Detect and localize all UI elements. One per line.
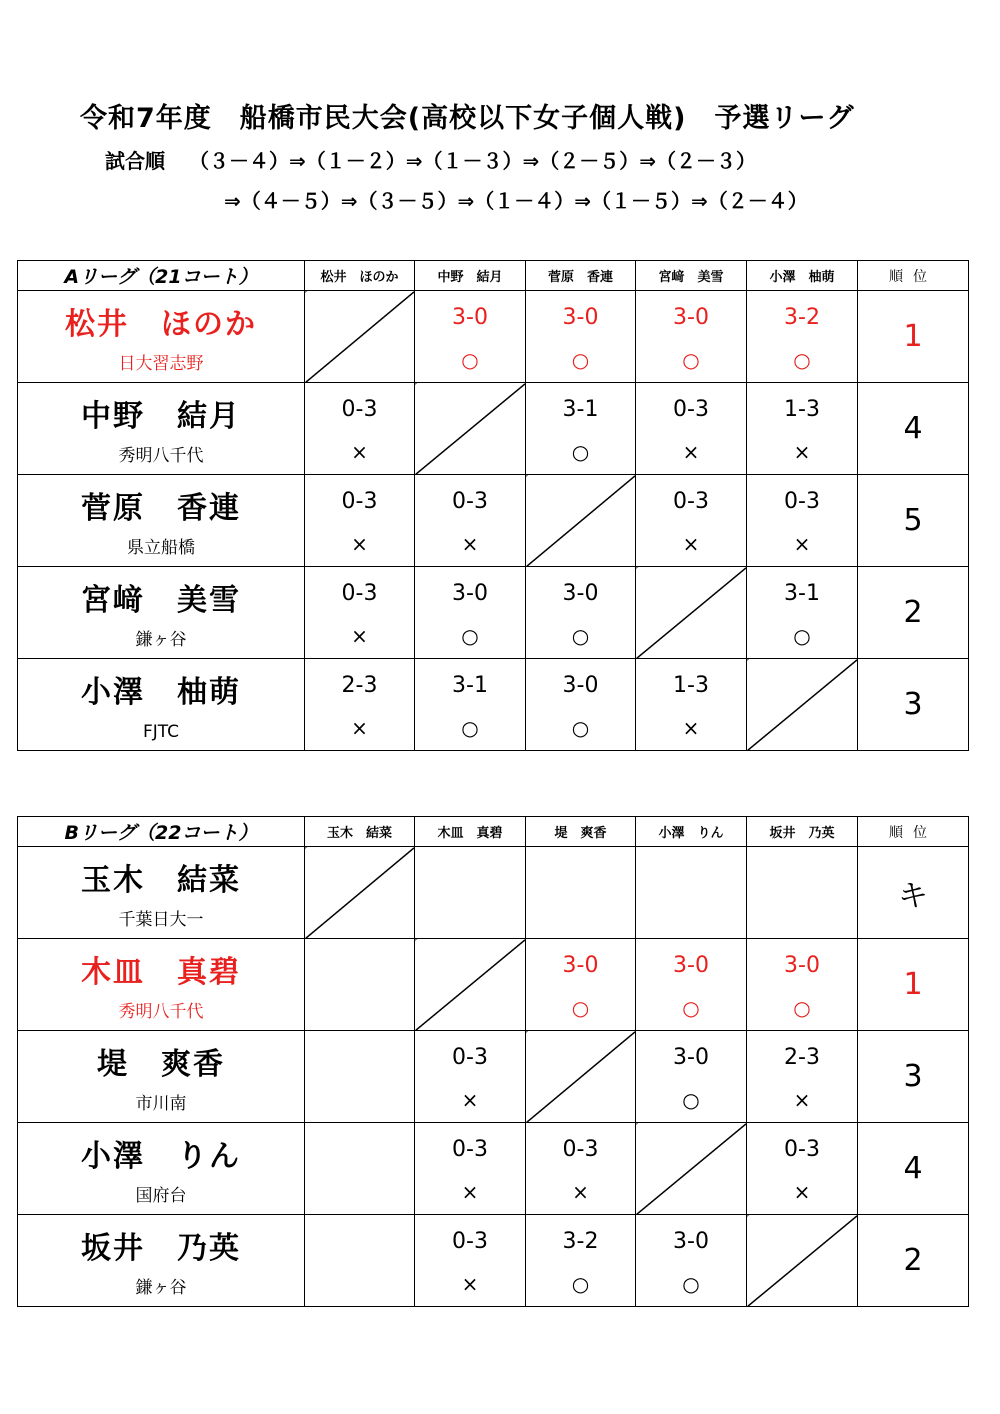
- match-score: 0-3: [673, 397, 709, 422]
- win-loss-mark: ×: [793, 532, 811, 556]
- result-cell: [636, 847, 747, 939]
- player-school: 千葉日大一: [118, 910, 204, 930]
- result-cell: [636, 383, 747, 475]
- self-match-cell: [305, 847, 415, 939]
- player-row: [18, 1215, 969, 1307]
- player-school: 秀明八千代: [118, 446, 204, 466]
- match-score: 3-0: [452, 305, 488, 330]
- win-loss-mark: ○: [571, 996, 590, 1020]
- header-row: [18, 817, 969, 847]
- result-cell: [305, 939, 415, 1031]
- player-cell: [18, 847, 305, 939]
- match-order-label: 試合順: [105, 149, 165, 173]
- match-score: 3-0: [562, 305, 599, 330]
- win-loss-mark: ×: [351, 624, 368, 648]
- result-cell: [747, 1123, 858, 1215]
- player-cell: [18, 1031, 305, 1123]
- match-score: 3-2: [784, 305, 820, 330]
- match-score: 3-0: [562, 953, 599, 978]
- match-order-line-2: ⇒（４－５）⇒（３－５）⇒（１－４）⇒（１－５）⇒（２－４）: [224, 189, 808, 213]
- result-cell: [305, 1215, 415, 1307]
- match-score: 3-1: [452, 673, 488, 698]
- self-match-cell: [305, 291, 415, 383]
- self-match-cell: [415, 939, 526, 1031]
- win-loss-mark: ○: [793, 996, 811, 1020]
- player-name: 菅原 香連: [81, 491, 241, 526]
- player-row: [18, 1123, 969, 1215]
- win-loss-mark: ○: [571, 1272, 590, 1296]
- player-cell: [18, 1215, 305, 1307]
- match-score: 3-0: [673, 1045, 709, 1070]
- result-cell: [747, 291, 858, 383]
- result-cell: [415, 1123, 526, 1215]
- column-header-player: 小澤 りん: [636, 817, 747, 847]
- match-score: 3-2: [562, 1229, 599, 1254]
- win-loss-mark: ×: [461, 1088, 479, 1112]
- player-name: 堤 爽香: [97, 1047, 225, 1082]
- player-name: 松井 ほのか: [65, 307, 257, 342]
- match-order-text-1: （３－４）⇒（１－２）⇒（１－３）⇒（２－５）⇒（２－３）: [189, 149, 757, 173]
- match-score: 0-3: [784, 1137, 820, 1162]
- result-cell: [526, 1123, 636, 1215]
- win-loss-mark: ○: [461, 348, 479, 372]
- win-loss-mark: ×: [351, 716, 368, 740]
- player-cell: [18, 1123, 305, 1215]
- rank-header: 順位: [858, 261, 969, 291]
- page-title: 令和7年度 船橋市民大会(高校以下女子個人戦) 予選リーグ: [80, 103, 855, 134]
- win-loss-mark: ×: [461, 1180, 479, 1204]
- match-score: 3-1: [562, 397, 599, 422]
- self-match-cell: [526, 1031, 636, 1123]
- result-cell: [415, 567, 526, 659]
- player-cell: [18, 383, 305, 475]
- header-row: [18, 261, 969, 291]
- player-row: [18, 847, 969, 939]
- win-loss-mark: ○: [682, 1272, 700, 1296]
- column-header-player: 宮﨑 美雪: [636, 261, 747, 291]
- player-cell: [18, 291, 305, 383]
- result-cell: [747, 1031, 858, 1123]
- result-cell: [636, 659, 747, 751]
- result-cell: [526, 659, 636, 751]
- result-cell: [415, 475, 526, 567]
- rank-cell: 3: [858, 659, 969, 751]
- result-cell: [415, 1031, 526, 1123]
- match-score: 3-0: [673, 305, 709, 330]
- result-cell: [747, 383, 858, 475]
- match-score: 3-1: [784, 581, 820, 606]
- match-score: 1-3: [673, 673, 709, 698]
- win-loss-mark: ○: [793, 624, 811, 648]
- self-match-cell: [747, 659, 858, 751]
- column-header-player: 坂井 乃英: [747, 817, 858, 847]
- result-cell: [415, 291, 526, 383]
- result-cell: [636, 1031, 747, 1123]
- self-match-cell: [526, 475, 636, 567]
- self-match-cell: [747, 1215, 858, 1307]
- player-cell: [18, 659, 305, 751]
- column-header-player: 木皿 真碧: [415, 817, 526, 847]
- win-loss-mark: ×: [572, 1180, 589, 1204]
- result-cell: [415, 1215, 526, 1307]
- league-name: Aリーグ（21コート）: [18, 261, 305, 291]
- match-score: 0-3: [341, 489, 378, 514]
- match-score: 2-3: [784, 1045, 820, 1070]
- match-score: 3-0: [562, 673, 599, 698]
- column-header-player: 堤 爽香: [526, 817, 636, 847]
- player-row: [18, 383, 969, 475]
- player-school: 日大習志野: [118, 354, 204, 374]
- rank-cell: 1: [858, 939, 969, 1031]
- result-cell: [747, 567, 858, 659]
- player-row: [18, 567, 969, 659]
- win-loss-mark: ×: [461, 1272, 479, 1296]
- player-cell: [18, 475, 305, 567]
- player-row: [18, 659, 969, 751]
- player-school: 鎌ヶ谷: [135, 1278, 187, 1298]
- rank-cell: 2: [858, 567, 969, 659]
- win-loss-mark: ×: [682, 716, 700, 740]
- result-cell: [526, 939, 636, 1031]
- rank-cell: 5: [858, 475, 969, 567]
- self-match-cell: [636, 567, 747, 659]
- rank-cell: 3: [858, 1031, 969, 1123]
- result-cell: [526, 567, 636, 659]
- match-score: 0-3: [673, 489, 709, 514]
- rank-cell: キ: [858, 847, 969, 939]
- rank-cell: 4: [858, 1123, 969, 1215]
- player-name: 小澤 柚萌: [81, 675, 241, 710]
- win-loss-mark: ○: [571, 348, 590, 372]
- match-score: 0-3: [452, 1045, 488, 1070]
- result-cell: [747, 475, 858, 567]
- player-cell: [18, 939, 305, 1031]
- win-loss-mark: ○: [682, 348, 700, 372]
- win-loss-mark: ○: [461, 624, 479, 648]
- result-cell: [747, 847, 858, 939]
- match-score: 3-0: [673, 953, 709, 978]
- player-name: 宮﨑 美雪: [81, 583, 241, 618]
- match-score: 1-3: [784, 397, 820, 422]
- player-school: FJTC: [142, 722, 180, 742]
- result-cell: [415, 659, 526, 751]
- win-loss-mark: ○: [793, 348, 811, 372]
- rank-header: 順位: [858, 817, 969, 847]
- match-score: 2-3: [341, 673, 378, 698]
- result-cell: [526, 847, 636, 939]
- player-name: 小澤 りん: [81, 1139, 241, 1174]
- self-match-cell: [636, 1123, 747, 1215]
- player-school: 秀明八千代: [118, 1002, 204, 1022]
- result-cell: [305, 567, 415, 659]
- win-loss-mark: ×: [461, 532, 479, 556]
- match-score: 0-3: [784, 489, 820, 514]
- player-row: [18, 939, 969, 1031]
- result-cell: [305, 1123, 415, 1215]
- player-row: [18, 475, 969, 567]
- rank-cell: 2: [858, 1215, 969, 1307]
- player-name: 木皿 真碧: [81, 955, 241, 990]
- match-score: 0-3: [452, 489, 488, 514]
- result-cell: [636, 1215, 747, 1307]
- match-score: 0-3: [562, 1137, 599, 1162]
- column-header-player: 中野 結月: [415, 261, 526, 291]
- column-header-player: 松井 ほのか: [305, 261, 415, 291]
- result-cell: [636, 291, 747, 383]
- player-name: 玉木 結菜: [81, 863, 241, 898]
- player-cell: [18, 567, 305, 659]
- player-school: 県立船橋: [127, 538, 195, 558]
- win-loss-mark: ×: [682, 532, 700, 556]
- win-loss-mark: ×: [793, 440, 811, 464]
- result-cell: [636, 475, 747, 567]
- match-score: 0-3: [341, 397, 378, 422]
- player-name: 中野 結月: [81, 399, 241, 434]
- result-cell: [305, 383, 415, 475]
- win-loss-mark: ○: [682, 996, 700, 1020]
- league-a-table: [17, 260, 969, 751]
- result-cell: [747, 939, 858, 1031]
- result-cell: [305, 1031, 415, 1123]
- win-loss-mark: ×: [793, 1180, 811, 1204]
- match-score: 3-0: [784, 953, 820, 978]
- player-row: [18, 1031, 969, 1123]
- league-b-table: [17, 816, 969, 1307]
- result-cell: [305, 659, 415, 751]
- match-score: 3-0: [452, 581, 488, 606]
- self-match-cell: [415, 383, 526, 475]
- result-cell: [305, 475, 415, 567]
- win-loss-mark: ×: [793, 1088, 811, 1112]
- win-loss-mark: ○: [682, 1088, 700, 1112]
- win-loss-mark: ○: [461, 716, 479, 740]
- result-cell: [526, 383, 636, 475]
- player-school: 市川南: [135, 1094, 187, 1114]
- player-school: 鎌ヶ谷: [135, 630, 187, 650]
- player-name: 坂井 乃英: [81, 1231, 241, 1266]
- result-cell: [526, 1215, 636, 1307]
- win-loss-mark: ○: [571, 716, 590, 740]
- column-header-player: 菅原 香連: [526, 261, 636, 291]
- column-header-player: 玉木 結菜: [305, 817, 415, 847]
- match-score: 0-3: [452, 1229, 488, 1254]
- win-loss-mark: ○: [571, 624, 590, 648]
- rank-cell: 4: [858, 383, 969, 475]
- rank-cell: 1: [858, 291, 969, 383]
- result-cell: [636, 939, 747, 1031]
- win-loss-mark: ×: [351, 440, 368, 464]
- match-order-line-1: [105, 145, 756, 174]
- match-score: 3-0: [673, 1229, 709, 1254]
- match-score: 0-3: [452, 1137, 488, 1162]
- result-cell: [526, 291, 636, 383]
- win-loss-mark: ○: [571, 440, 590, 464]
- league-name: Bリーグ（22コート）: [18, 817, 305, 847]
- result-cell: [415, 847, 526, 939]
- column-header-player: 小澤 柚萌: [747, 261, 858, 291]
- player-school: 国府台: [135, 1186, 187, 1206]
- player-row: [18, 291, 969, 383]
- match-score: 3-0: [562, 581, 599, 606]
- match-score: 0-3: [341, 581, 378, 606]
- win-loss-mark: ×: [351, 532, 368, 556]
- win-loss-mark: ×: [682, 440, 700, 464]
